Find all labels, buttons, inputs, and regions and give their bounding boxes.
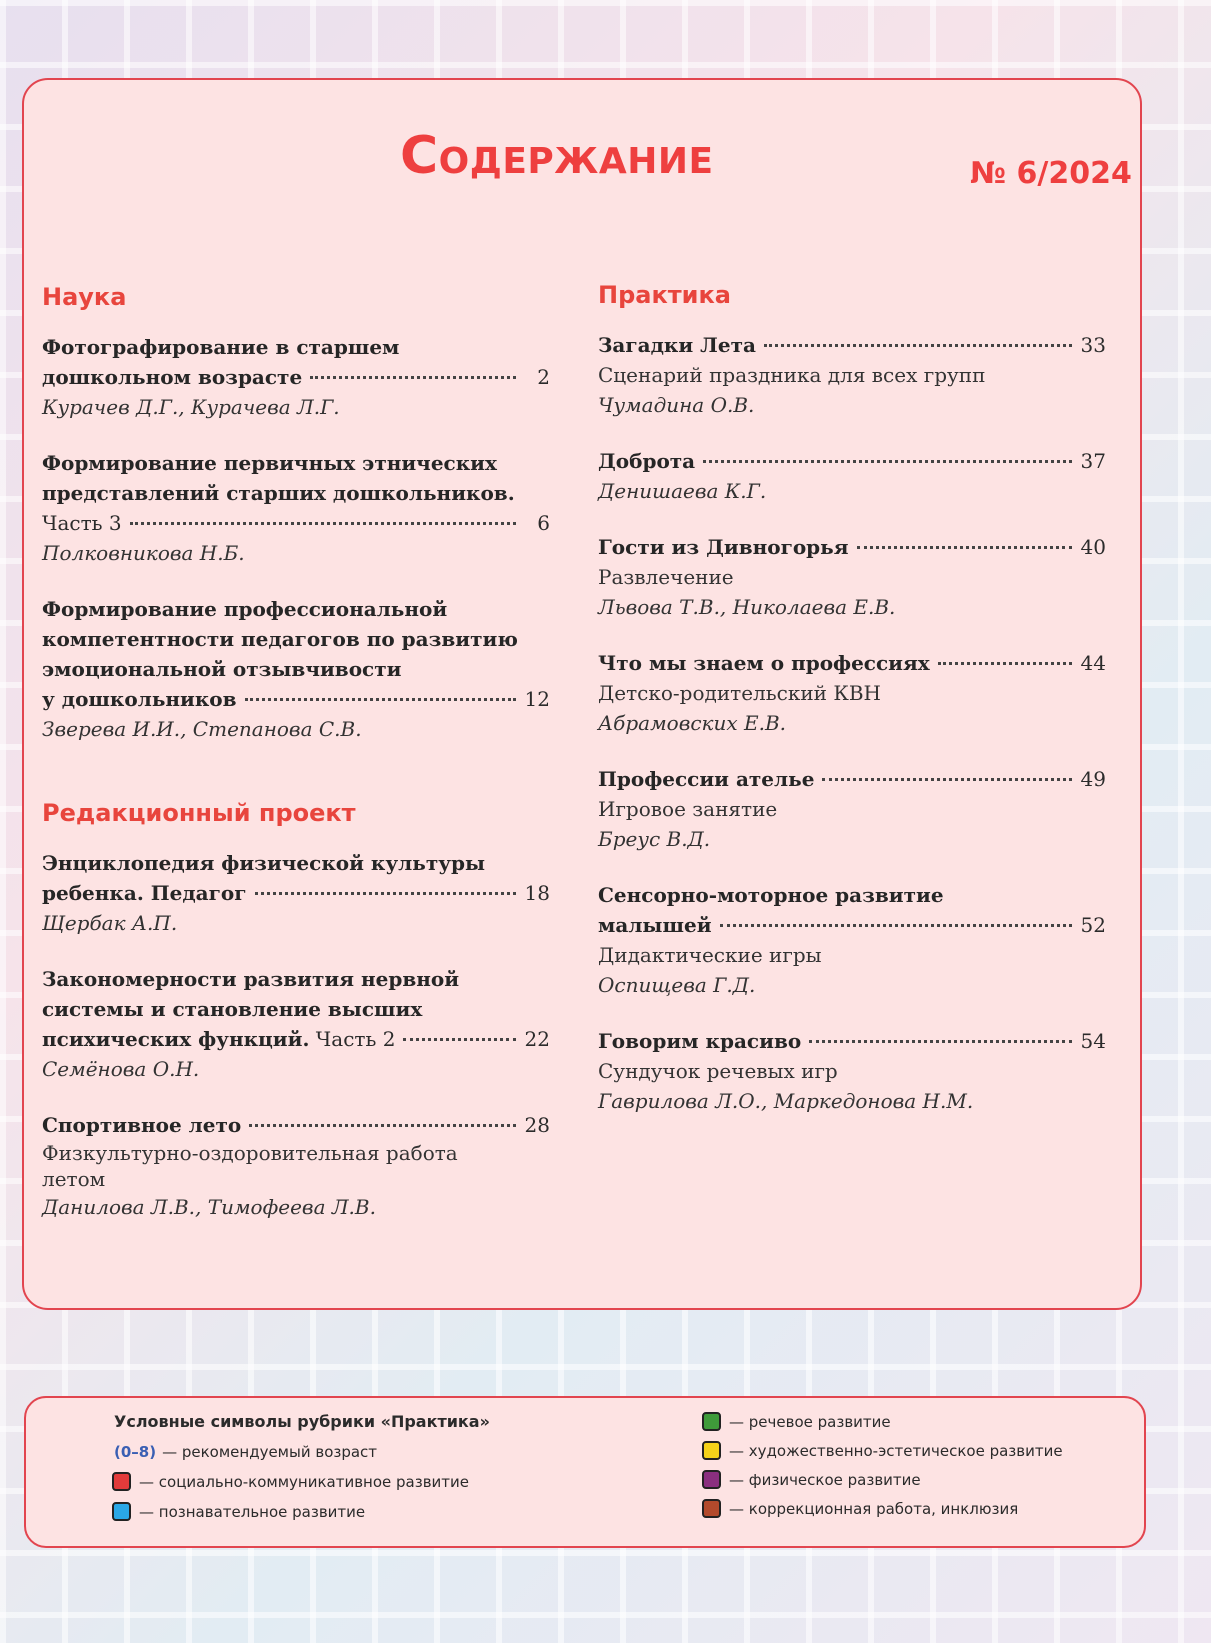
entry-title: представлений старших дошкольников. — [42, 481, 515, 505]
entry-title: психических функций. — [42, 1027, 310, 1051]
entry-title: Фотографирование в старшем — [42, 335, 400, 359]
entry-subtitle: Игровое занятие — [598, 797, 778, 821]
entry-subtitle: летом — [42, 1167, 106, 1191]
legend-text: — речевое развитие — [729, 1412, 891, 1431]
entry-title: у дошкольников — [42, 687, 237, 711]
toc-entry[interactable] — [598, 1026, 1106, 1116]
entry-title: эмоциональной отзывчивости — [42, 657, 402, 681]
toc-entry[interactable] — [42, 964, 550, 1084]
entry-subtitle: Развлечение — [598, 565, 734, 589]
page-number: 33 — [1080, 333, 1106, 357]
legend-item — [702, 1412, 891, 1431]
entry-authors: Оспищева Г.Д. — [598, 973, 756, 997]
entry-title: Гости из Дивногорья — [598, 535, 849, 559]
legend-item — [702, 1499, 1018, 1518]
entry-title: Энциклопедия физической культуры — [42, 851, 486, 875]
leader-dots — [809, 1039, 1072, 1043]
color-swatch — [112, 1502, 131, 1521]
color-swatch — [702, 1412, 721, 1431]
page-number: 2 — [537, 365, 550, 389]
entry-title: Доброта — [598, 449, 696, 473]
entry-subtitle: Физкультурно-оздоровительная работа — [42, 1141, 458, 1165]
leader-dots — [703, 459, 1072, 463]
legend-item — [702, 1470, 921, 1489]
page-number: 52 — [1080, 913, 1106, 937]
entry-authors: Львова Т.В., Николаева Е.В. — [598, 595, 896, 619]
entry-title: Загадки Лета — [598, 333, 756, 357]
color-swatch — [702, 1470, 721, 1489]
leader-dots — [720, 923, 1072, 927]
section-heading-editorial: Редакционный проект — [42, 799, 356, 827]
legend-title: Условные символы рубрики «Практика» — [114, 1412, 490, 1431]
leader-dots — [403, 1037, 516, 1041]
age-mark: (0–8) — [114, 1443, 157, 1461]
toc-entry[interactable] — [598, 446, 1106, 506]
toc-entry[interactable] — [42, 448, 550, 568]
entry-title: малышей — [598, 913, 712, 937]
entry-authors: Щербак А.П. — [42, 911, 178, 935]
page-number: 12 — [524, 687, 550, 711]
leader-dots — [255, 891, 517, 895]
leader-dots — [249, 1123, 516, 1127]
toc-entry[interactable] — [598, 880, 1106, 1000]
color-swatch — [112, 1472, 131, 1491]
entry-title: ребенка. Педагог — [42, 881, 247, 905]
legend-item — [112, 1502, 365, 1521]
page-number: 54 — [1080, 1029, 1106, 1053]
entry-title: Закономерности развития нервной — [42, 967, 460, 991]
legend-panel — [24, 1396, 1146, 1548]
entry-part: Часть 2 — [309, 1027, 396, 1051]
entry-title: Формирование профессиональной — [42, 597, 448, 621]
page-number: 49 — [1080, 767, 1106, 791]
legend-text: — физическое развитие — [729, 1470, 921, 1489]
color-swatch — [702, 1441, 721, 1460]
page-number: 18 — [524, 881, 550, 905]
page-title: Содержание — [400, 126, 714, 186]
page-number: 40 — [1080, 535, 1106, 559]
toc-entry[interactable] — [42, 1110, 550, 1222]
toc-entry[interactable] — [42, 332, 550, 422]
legend-item — [112, 1472, 469, 1491]
toc-entry[interactable] — [598, 648, 1106, 738]
page-number: 22 — [524, 1027, 550, 1051]
entry-authors: Курачев Д.Г., Курачева Л.Г. — [42, 395, 340, 419]
entry-subtitle: Сценарий праздника для всех групп — [598, 363, 986, 387]
leader-dots — [764, 343, 1072, 347]
leader-dots — [938, 661, 1072, 665]
toc-entry[interactable] — [598, 330, 1106, 420]
entry-title: Что мы знаем о профессиях — [598, 651, 930, 675]
entry-authors: Абрамовских Е.В. — [598, 711, 787, 735]
toc-entry[interactable] — [598, 764, 1106, 854]
entry-title: дошкольном возрасте — [42, 365, 303, 389]
entry-authors: Бреус В.Д. — [598, 827, 711, 851]
section-heading-nauka: Наука — [42, 283, 127, 311]
toc-entry[interactable] — [42, 594, 550, 744]
page-number: 37 — [1080, 449, 1106, 473]
page-number: 6 — [537, 511, 550, 535]
section-heading-praktika: Практика — [598, 281, 731, 309]
legend-text: — познавательное развитие — [139, 1502, 366, 1521]
right-column — [598, 280, 1106, 1142]
entry-authors: Денишаева К.Г. — [598, 479, 767, 503]
toc-entry[interactable] — [598, 532, 1106, 622]
entry-title: Формирование первичных этнических — [42, 451, 497, 475]
legend-text: — рекомендуемый возраст — [162, 1443, 378, 1461]
entry-authors: Данилова Л.В., Тимофеева Л.В. — [42, 1195, 376, 1219]
entry-part: Часть 3 — [42, 511, 122, 535]
leader-dots — [130, 521, 516, 525]
page-number: 44 — [1080, 651, 1106, 675]
entry-authors: Зверева И.И., Степанова С.В. — [42, 717, 362, 741]
leader-dots — [245, 697, 516, 701]
entry-title: системы и становление высших — [42, 997, 423, 1021]
entry-title: Сенсорно-моторное развитие — [598, 883, 944, 907]
entry-authors: Чумадина О.В. — [598, 393, 755, 417]
legend-age-row — [114, 1443, 377, 1461]
entry-authors: Гаврилова Л.О., Маркедонова Н.М. — [598, 1089, 974, 1113]
entry-title: Говорим красиво — [598, 1029, 802, 1053]
color-swatch — [702, 1499, 721, 1518]
leader-dots — [822, 777, 1072, 781]
leader-dots — [857, 545, 1073, 549]
entry-title: компетентности педагогов по развитию — [42, 627, 518, 651]
entry-subtitle: Детско-родительский КВН — [598, 681, 881, 705]
left-column — [42, 282, 550, 1248]
legend-text: — художественно-эстетическое развитие — [729, 1441, 1063, 1460]
entry-subtitle: Сундучок речевых игр — [598, 1059, 838, 1083]
toc-entry[interactable] — [42, 848, 550, 938]
leader-dots — [310, 375, 516, 379]
entry-title: Спортивное лето — [42, 1113, 242, 1137]
page-number: 28 — [524, 1113, 550, 1137]
issue-number: № 6/2024 — [970, 156, 1132, 191]
legend-item — [702, 1441, 1063, 1460]
legend-text: — социально-коммуникативное развитие — [139, 1472, 470, 1491]
entry-authors: Полковникова Н.Б. — [42, 541, 245, 565]
entry-authors: Семёнова О.Н. — [42, 1057, 200, 1081]
entry-title: Профессии ателье — [598, 767, 815, 791]
legend-text: — коррекционная работа, инклюзия — [729, 1499, 1019, 1518]
entry-subtitle: Дидактические игры — [598, 943, 822, 967]
